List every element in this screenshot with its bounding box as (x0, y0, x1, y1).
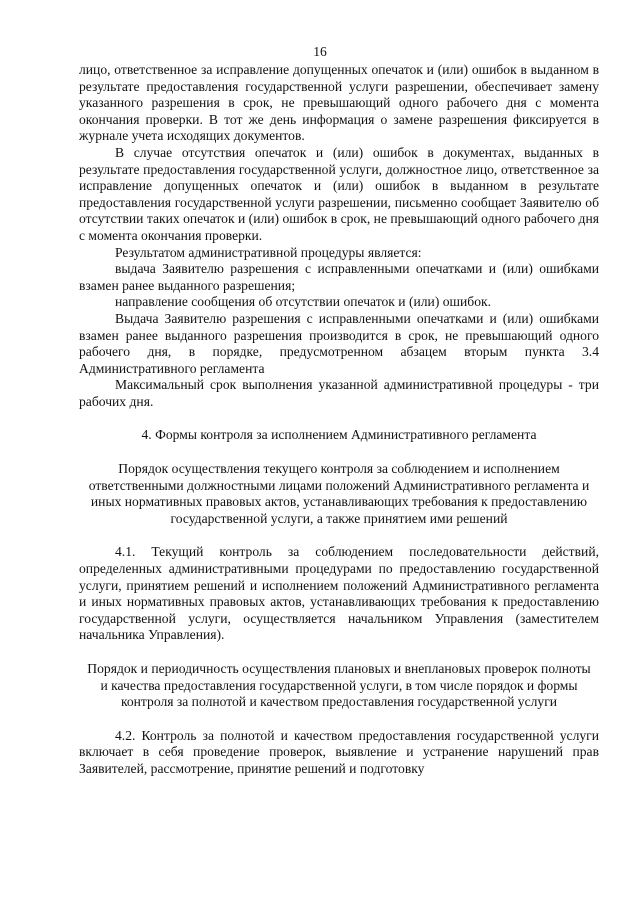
paragraph-max-term: Максимальный срок выполнения указанной административной процедуры - три рабочих дня. (79, 377, 599, 409)
paragraph-result-item-1: выдача Заявителю разрешения с исправленными опечатками и (или) ошибками взамен ранее выданного разрешения; (79, 261, 599, 293)
section-title: 4. Формы контроля за исполнением Административного регламента (141, 427, 537, 443)
spacer (79, 644, 599, 661)
paragraph-continuation: лицо, ответственное за исправление допущенных опечаток и (или) ошибок в выданном в результате предоставления государственной услуги разрешении, обеспечивает замену указанного разрешения в срок, не превышающий одного рабочего дня с момента окончания проверки. В тот же день информация о замене разрешения фиксируется в журнале учета исходящих документов. (79, 62, 599, 144)
paragraph-4-1: 4.1. Текущий контроль за соблюдением последовательности действий, определенных административными процедурами по предоставлению государственной услуги, принятием решений и исполнением положений Административного регламента и иных нормативных правовых актов, устанавливающих требования к предоставлению государственной услуги, осуществляется начальником Управления (заместителем начальника Управления). (79, 544, 599, 643)
page-number: 16 (313, 44, 327, 59)
spacer (79, 410, 599, 427)
spacer (79, 444, 599, 461)
paragraph-no-errors: В случае отсутствия опечаток и (или) ошибок в документах, выданных в результате предоставления государственной услуги, должностное лицо, ответственное за исправление допущенных опечаток и (или) ошибок в выданном в результате предоставления государственной услуги разрешении, письменно сообщает Заявителю об отсутствии таких опечаток и (или) ошибок в срок, не превышающий одного рабочего дня с момента окончания проверки. (79, 144, 599, 243)
page-content (79, 62, 599, 778)
paragraph-4-2: 4.2. Контроль за полнотой и качеством предоставления государственной услуги включает в себя проведение проверок, выявление и устранение нарушений прав Заявителей, рассмотрение, принятие решений и подготовку (79, 727, 599, 776)
subheading-current-control: Порядок осуществления текущего контроля за соблюдением и исполнением ответственными должностными лицами положений Административного регламента и иных нормативных правовых актов, устанавливающих требования к предоставлению государственной услуги, а также принятием ими решений (88, 461, 590, 526)
paragraph-issuance: Выдача Заявителю разрешения с исправленными опечатками и (или) ошибками взамен ранее выданного разрешения производится в срок, не превышающий одного рабочего дня, в порядке, предусмотренном абзацем вторым пункта 3.4 Административного регламента (79, 310, 599, 376)
subheading-inspections: Порядок и периодичность осуществления плановых и внеплановых проверок полноты и качества предоставления государственной услуги, в том числе порядок и формы контроля за полнотой и качеством предоставления государственной услуги (87, 661, 591, 710)
spacer (79, 527, 599, 544)
spacer (79, 711, 599, 728)
paragraph-result-intro: Результатом административной процедуры является: (115, 244, 422, 260)
paragraph-result-item-2: направление сообщения об отсутствии опечаток и (или) ошибок. (115, 294, 492, 310)
